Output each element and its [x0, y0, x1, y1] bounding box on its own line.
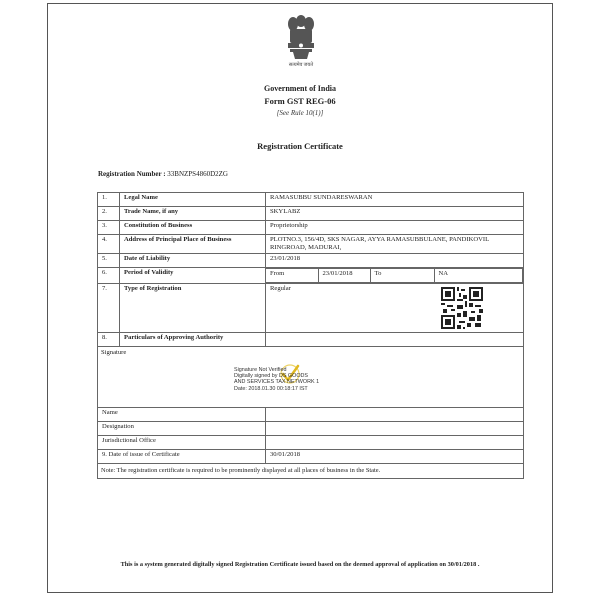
table-row: [98, 450, 524, 464]
signature-signer-1: Digitally signed by DS GOODS: [234, 373, 308, 380]
row-number: 3.: [98, 221, 120, 235]
signature-label: Signature: [101, 349, 127, 356]
validity-cell: [266, 268, 524, 284]
row-value: 23/01/2018: [266, 254, 524, 268]
table-row: [98, 254, 524, 268]
name-value: [266, 408, 524, 422]
table-row: [98, 207, 524, 221]
name-label: Name: [98, 408, 266, 422]
signature-status: Signature Not Verified: [234, 367, 287, 373]
designation-value: [266, 422, 524, 436]
row-number: 6.: [98, 268, 120, 284]
issue-date-value: 30/01/2018: [266, 450, 524, 464]
table-row: [98, 221, 524, 235]
table-row: [98, 436, 524, 450]
signature-box: [98, 347, 523, 407]
note-row: [98, 464, 524, 479]
certificate-page: [47, 3, 553, 593]
issue-date-label: 9. Date of issue of Certificate: [98, 450, 266, 464]
row-value: RAMASUBBU SUNDARESWARAN: [266, 193, 524, 207]
note-text: Note: The registration certificate is required to be prominently displayed at all places of business in the State.: [98, 464, 524, 479]
signature-signer-2: AND SERVICES TAX NETWORK 1: [234, 379, 320, 386]
row-label: Date of Liability: [120, 254, 266, 268]
emblem-caption: सत्यमेव जयते: [288, 63, 314, 68]
validity-from-label: From: [266, 269, 318, 283]
footer-note: This is a system generated digitally signed Registration Certificate issued based on the deemed approval of application on 30/01/2018 .: [120, 561, 480, 568]
row-number: 5.: [98, 254, 120, 268]
row-number: 8.: [98, 333, 120, 347]
row-label: Period of Validity: [120, 268, 266, 284]
details-table: [97, 192, 524, 479]
row-label: Particulars of Approving Authority: [120, 333, 266, 347]
row-number: 2.: [98, 207, 120, 221]
rule-reference: [See Rule 10(1)]: [276, 109, 324, 117]
row-label: Type of Registration: [120, 284, 266, 333]
table-row: [98, 422, 524, 436]
form-title: Form GST REG-06: [264, 96, 336, 106]
digital-signature-block: [234, 367, 319, 392]
registration-number: [98, 170, 228, 178]
signature-date: Date: 2018.01.30 00:18:17 IST: [234, 385, 308, 392]
validity-to-value: NA: [434, 269, 523, 283]
row-number: 7.: [98, 284, 120, 333]
row-number: 4.: [98, 235, 120, 254]
validity-from-value: 23/01/2018: [318, 269, 370, 283]
registration-number-label: Registration Number :: [98, 170, 166, 178]
table-row: [98, 268, 524, 284]
table-row: [98, 408, 524, 422]
qr-code-icon: [441, 287, 483, 329]
validity-to-label: To: [370, 269, 434, 283]
signature-row: [98, 347, 524, 408]
row-label: Address of Principal Place of Business: [120, 235, 266, 254]
row-value-cell: [266, 284, 524, 333]
jurisdictional-office-label: Jurisdictional Office: [98, 436, 266, 450]
registration-number-value: 33BNZPS4860D2ZG: [167, 170, 228, 178]
row-value: Regular: [270, 285, 291, 292]
table-row: [98, 284, 524, 333]
jurisdictional-office-value: [266, 436, 524, 450]
validity-table: [266, 268, 523, 283]
designation-label: Designation: [98, 422, 266, 436]
signature-cell: [98, 347, 524, 408]
certificate-title: Registration Certificate: [257, 141, 343, 151]
table-row: [98, 235, 524, 254]
row-number: 1.: [98, 193, 120, 207]
table-row: [98, 193, 524, 207]
government-title: Government of India: [264, 84, 336, 93]
row-value: SKYLABZ: [266, 207, 524, 221]
table-row: [98, 333, 524, 347]
row-label: Constitution of Business: [120, 221, 266, 235]
row-value: [266, 333, 524, 347]
row-value: PLOTNO.3, 156/4D, SKS NAGAR, AYYA RAMASUBBULANE, PANDIKOVIL RINGROAD, MADURAI,: [266, 235, 524, 254]
row-label: Legal Name: [120, 193, 266, 207]
row-value: Proprietorship: [266, 221, 524, 235]
row-label: Trade Name, if any: [120, 207, 266, 221]
national-emblem-icon: [281, 12, 321, 62]
